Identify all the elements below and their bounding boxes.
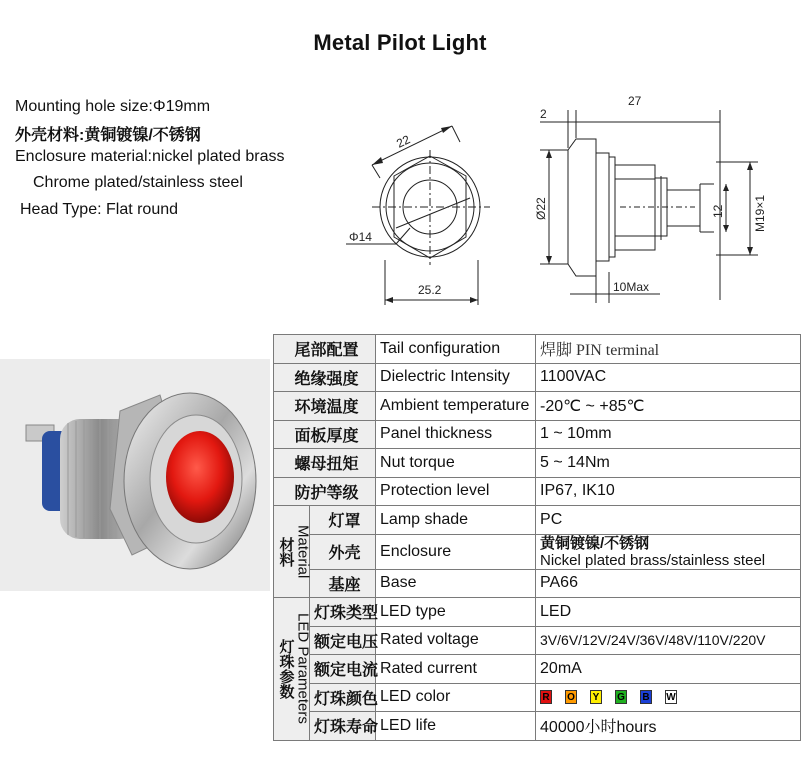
color-swatch-yellow: Y [590, 690, 602, 704]
row-label-cn: 绝缘强度 [274, 363, 376, 392]
row-value: 焊脚 PIN terminal [536, 335, 801, 364]
row-label-cn: 额定电压 [310, 626, 376, 655]
spec-enclosure-material: Enclosure material:nickel plated brass [15, 148, 285, 165]
dim-panel-max: 10Max [613, 280, 650, 294]
row-label-cn: 尾部配置 [274, 335, 376, 364]
table-row [274, 655, 801, 684]
dim-inner-dia: Φ14 [349, 230, 372, 244]
spec-chrome-plated: Chrome plated/stainless steel [33, 174, 243, 191]
table-row [274, 569, 801, 598]
row-label-cn: 环境温度 [274, 392, 376, 421]
front-view [346, 126, 490, 305]
table-row [274, 712, 801, 741]
enclosure-value-en: Nickel plated brass/stainless steel [540, 551, 766, 569]
dim-side-dia: Ø22 [534, 197, 548, 220]
dim-thread: M19×1 [753, 194, 767, 232]
row-label-cn: 灯珠寿命 [310, 712, 376, 741]
row-value: 40000小时hours [536, 712, 801, 741]
table-row [274, 392, 801, 421]
material-group-cn: 材料 [277, 536, 295, 567]
row-value: -20℃ ~ +85℃ [536, 392, 801, 421]
row-value [536, 534, 801, 569]
color-swatch-red: R [540, 690, 552, 704]
row-label-en: LED color [376, 683, 536, 712]
row-label-en: Base [376, 569, 536, 598]
technical-drawing [0, 0, 800, 330]
row-label-en: Nut torque [376, 449, 536, 478]
side-view [540, 110, 758, 303]
row-label-en: Protection level [376, 477, 536, 506]
row-label-cn: 面板厚度 [274, 420, 376, 449]
row-label-cn: 额定电流 [310, 655, 376, 684]
color-swatch-white: W [666, 692, 676, 704]
table-row [274, 335, 801, 364]
material-group-en: Material [294, 524, 312, 579]
row-label-cn: 灯罩 [310, 506, 376, 535]
spec-enclosure-cn: 外壳材料:黄铜镀镍/不锈钢 [15, 127, 201, 144]
row-label-cn: 螺母扭矩 [274, 449, 376, 478]
pilot-light-illustration [0, 359, 270, 591]
spec-head-type: Head Type: Flat round [20, 201, 179, 218]
row-label-en: Rated current [376, 655, 536, 684]
table-row [274, 626, 801, 655]
row-value: 5 ~ 14Nm [536, 449, 801, 478]
row-label-en: Dielectric Intensity [376, 363, 536, 392]
row-label-en: LED type [376, 598, 536, 627]
table-row [274, 449, 801, 478]
table-row [274, 477, 801, 506]
color-swatch-green: G [615, 690, 627, 704]
led-group-label [274, 598, 310, 741]
row-label-en: Enclosure [376, 534, 536, 569]
row-label-cn: 外壳 [310, 534, 376, 569]
row-value: 20mA [536, 655, 801, 684]
product-photo [0, 359, 270, 591]
table-row [274, 534, 801, 569]
table-row [274, 363, 801, 392]
color-swatch-blue: B [640, 690, 652, 704]
specifications-table [273, 334, 801, 741]
table-row [274, 598, 801, 627]
led-color-swatches [536, 683, 801, 712]
dim-flange: 2 [540, 107, 547, 121]
led-group-cn: 灯珠参数 [277, 638, 295, 699]
table-row [274, 506, 801, 535]
row-value: LED [536, 598, 801, 627]
row-value: 1 ~ 10mm [536, 420, 801, 449]
row-label-en: LED life [376, 712, 536, 741]
row-value: 1100VAC [536, 363, 801, 392]
dim-front-top: 22 [394, 132, 413, 151]
spec-mounting-hole: Mounting hole size:Φ19mm [15, 98, 211, 115]
row-label-cn: 灯珠类型 [310, 598, 376, 627]
table-row [274, 683, 801, 712]
color-swatch-orange: O [565, 690, 577, 704]
row-label-cn: 灯珠颜色 [310, 683, 376, 712]
row-label-en: Lamp shade [376, 506, 536, 535]
dim-front-width: 25.2 [418, 283, 442, 297]
table-row [274, 420, 801, 449]
row-label-en: Panel thickness [376, 420, 536, 449]
dim-thread-len: 12 [711, 204, 725, 218]
page-title: Metal Pilot Light [313, 30, 487, 55]
led-group-en: LED Parameters [294, 613, 312, 725]
dim-length: 27 [628, 94, 642, 108]
row-value: PC [536, 506, 801, 535]
row-label-cn: 基座 [310, 569, 376, 598]
row-value: 3V/6V/12V/24V/36V/48V/110V/220V [536, 626, 801, 655]
enclosure-value-cn: 黄铜镀镍/不锈钢 [540, 534, 650, 552]
row-label-cn: 防护等级 [274, 477, 376, 506]
row-label-en: Rated voltage [376, 626, 536, 655]
material-group-label [274, 506, 310, 598]
row-value: IP67, IK10 [536, 477, 801, 506]
row-value: PA66 [536, 569, 801, 598]
row-label-en: Ambient temperature [376, 392, 536, 421]
row-label-en: Tail configuration [376, 335, 536, 364]
